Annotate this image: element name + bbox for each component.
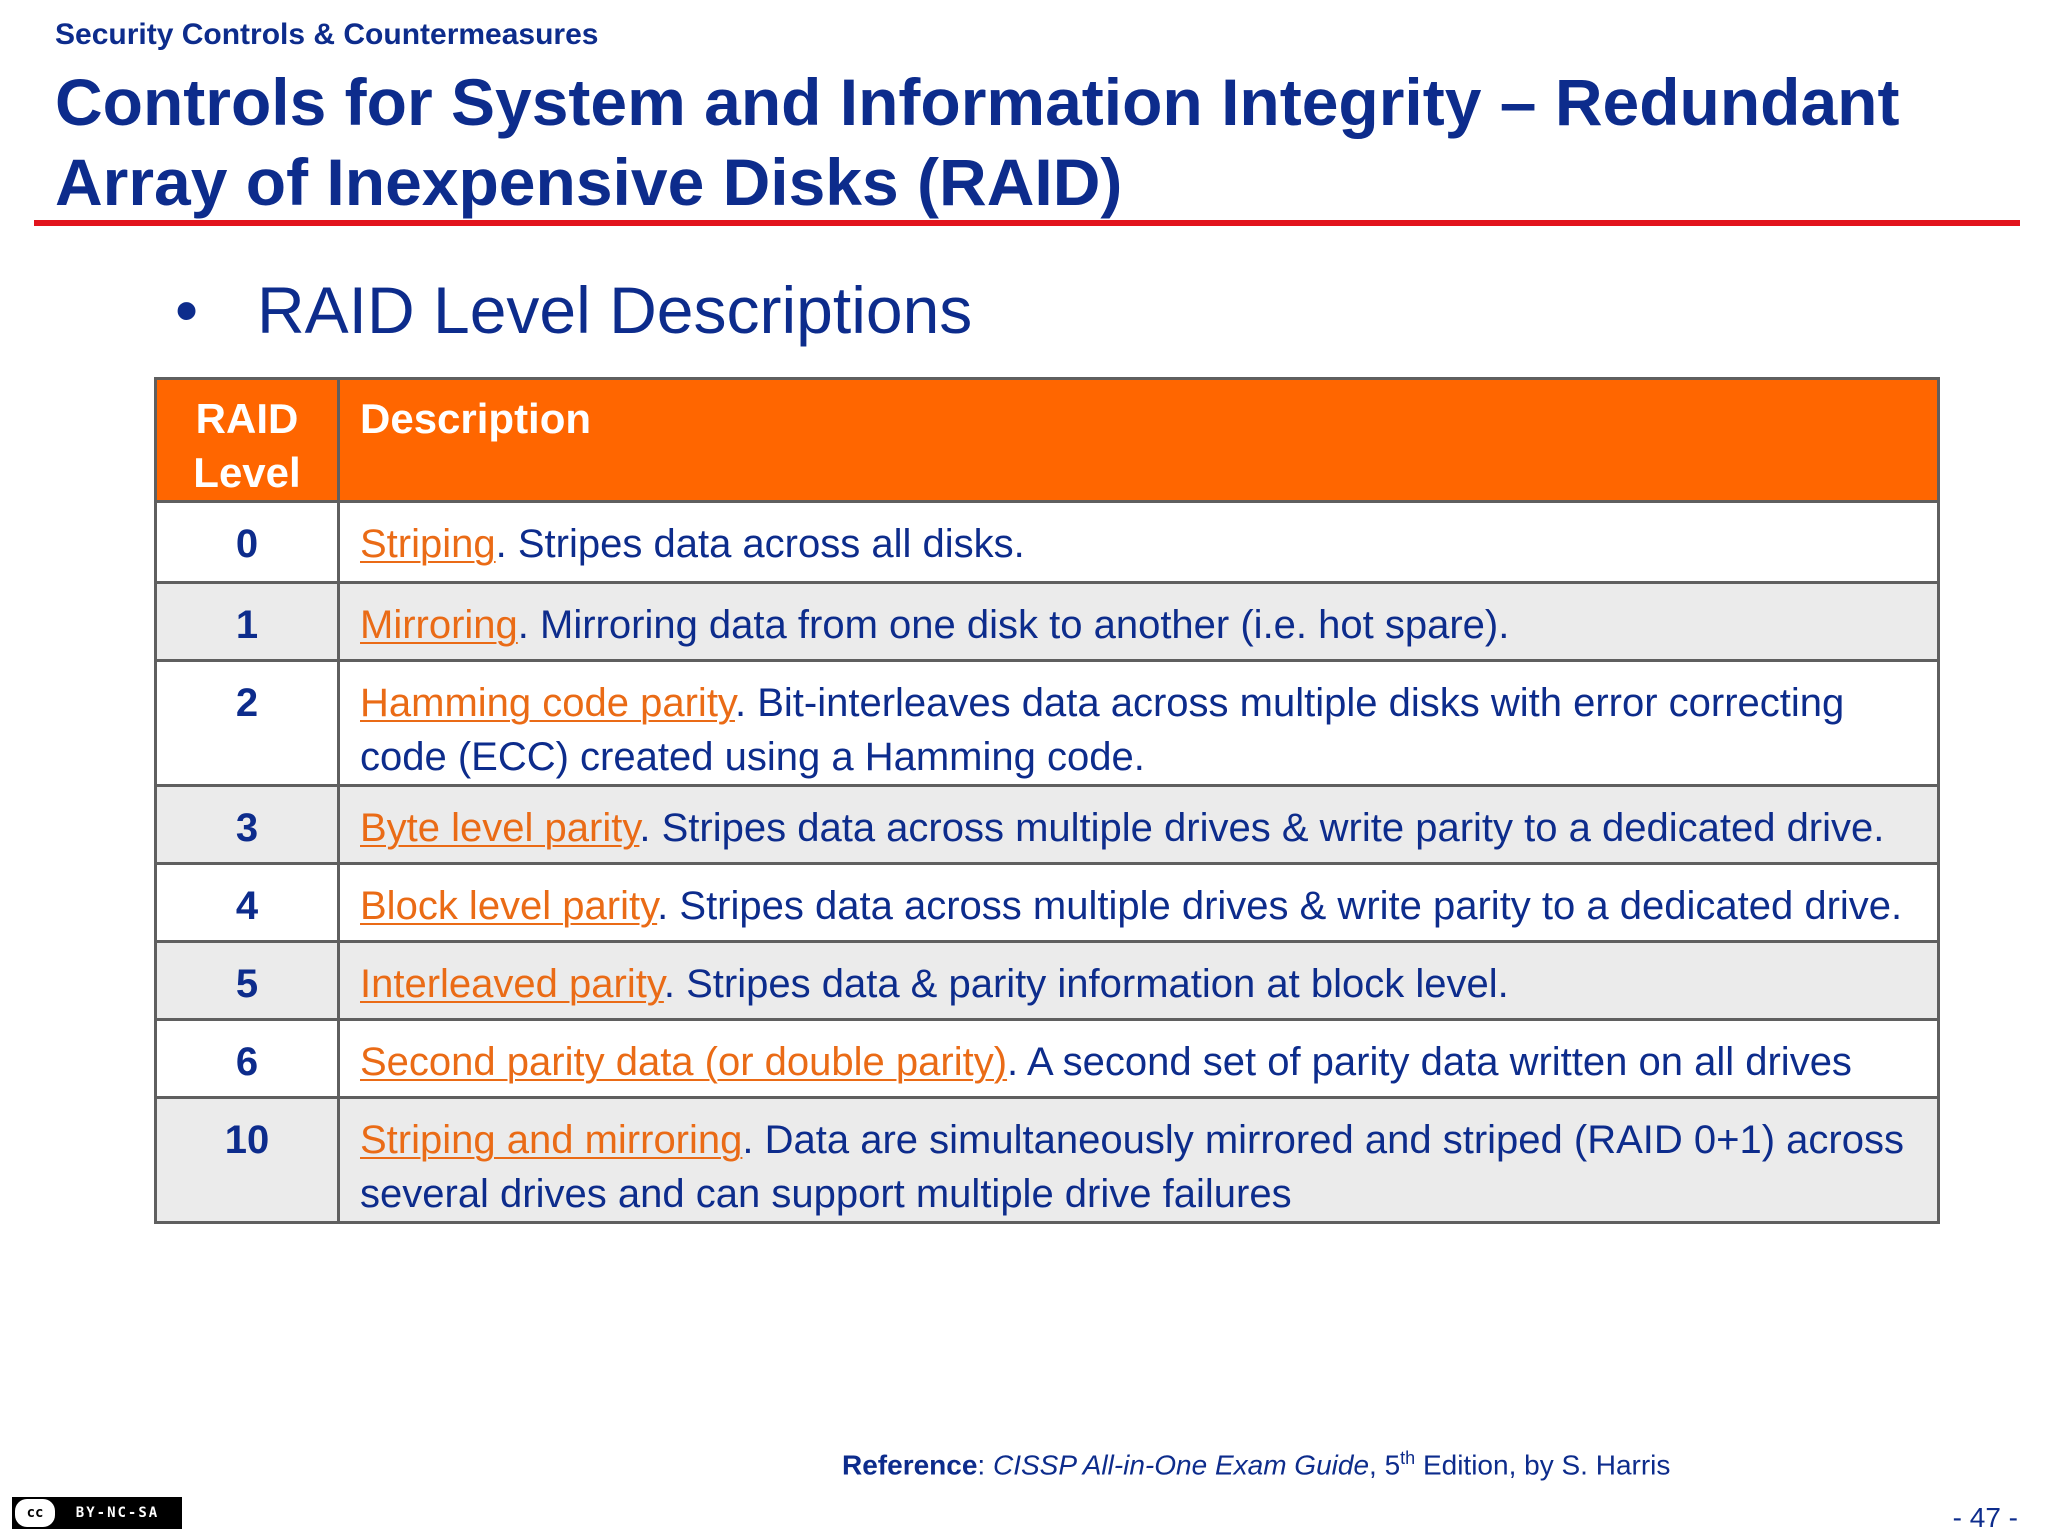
table-header-row: [156, 379, 1939, 502]
reference-label: Reference: [842, 1449, 978, 1481]
description-cell: [339, 583, 1939, 661]
reference-book-title: CISSP All-in-One Exam Guide: [992, 1449, 1370, 1481]
raid-term-link[interactable]: Byte level parity: [360, 806, 640, 850]
page-number: - 47 -: [1952, 1502, 2018, 1533]
reference-edition-number: , 5: [1369, 1449, 1401, 1481]
description-text: . A second set of parity data written on all drives: [1007, 1040, 1852, 1084]
reference-edition-rest: Edition, by S. Harris: [1415, 1449, 1671, 1481]
table-row: [156, 864, 1939, 942]
reference-edition-suffix: th: [1400, 1448, 1416, 1468]
description-text: . Mirroring data from one disk to another (i.e. hot spare).: [517, 603, 1510, 647]
description-cell: [339, 864, 1939, 942]
table-row: [156, 583, 1939, 661]
description-cell: [339, 502, 1939, 583]
raid-level-cell: 0: [156, 502, 339, 583]
raid-term-link[interactable]: Interleaved parity: [360, 962, 664, 1006]
cc-logo-icon: cc: [15, 1499, 55, 1527]
description-cell: [339, 786, 1939, 864]
raid-level-cell: 10: [156, 1098, 339, 1223]
description-text: . Stripes data across multiple drives & write parity to a dedicated drive.: [657, 884, 1903, 928]
description-text: . Data are simultaneously mirrored and striped (RAID 0+1) across several drives and can support multiple drive failures: [360, 1118, 1904, 1216]
table-row: [156, 661, 1939, 786]
creative-commons-license-badge[interactable]: [12, 1497, 182, 1529]
raid-level-cell: 5: [156, 942, 339, 1020]
section-title: Security Controls & Countermeasures: [55, 18, 599, 51]
raid-level-cell: 6: [156, 1020, 339, 1098]
raid-term-link[interactable]: Mirroring: [360, 603, 518, 647]
description-text: . Stripes data & parity information at block level.: [663, 962, 1509, 1006]
raid-level-cell: 4: [156, 864, 339, 942]
license-type: BY-NC-SA: [75, 1505, 160, 1521]
raid-level-table: [154, 377, 1940, 1224]
bullet-text: RAID Level Descriptions: [257, 273, 973, 347]
table-row: [156, 502, 1939, 583]
table-row: [156, 1020, 1939, 1098]
table-row: [156, 942, 1939, 1020]
raid-term-link[interactable]: Block level parity: [360, 884, 658, 928]
bullet-item: [175, 272, 972, 348]
description-cell: [339, 942, 1939, 1020]
raid-level-cell: 2: [156, 661, 339, 786]
description-text: . Bit-interleaves data across multiple disks with error correcting code (ECC) created using a Hamming code.: [360, 681, 1845, 779]
title-divider: [34, 220, 2020, 226]
description-cell: [339, 661, 1939, 786]
header-raid-level: RAID Level: [156, 379, 339, 502]
description-cell: [339, 1098, 1939, 1223]
raid-term-link[interactable]: Striping and mirroring: [360, 1118, 743, 1162]
raid-level-cell: 3: [156, 786, 339, 864]
description-text: . Stripes data across multiple drives & write parity to a dedicated drive.: [639, 806, 1885, 850]
reference-separator: :: [977, 1449, 993, 1481]
description-cell: [339, 1020, 1939, 1098]
page-title: Controls for System and Information Integrity – Redundant Array of Inexpensive Disks (RAID): [55, 65, 1900, 219]
raid-level-cell: 1: [156, 583, 339, 661]
table-row: [156, 786, 1939, 864]
reference-citation: [842, 1448, 1670, 1481]
bullet-icon: •: [175, 273, 199, 347]
raid-term-link[interactable]: Hamming code parity: [360, 681, 735, 725]
table-row: [156, 1098, 1939, 1223]
description-text: . Stripes data across all disks.: [495, 522, 1025, 566]
raid-term-link[interactable]: Striping: [360, 522, 496, 566]
raid-term-link[interactable]: Second parity data (or double parity): [360, 1040, 1008, 1084]
header-description: Description: [339, 379, 1939, 502]
